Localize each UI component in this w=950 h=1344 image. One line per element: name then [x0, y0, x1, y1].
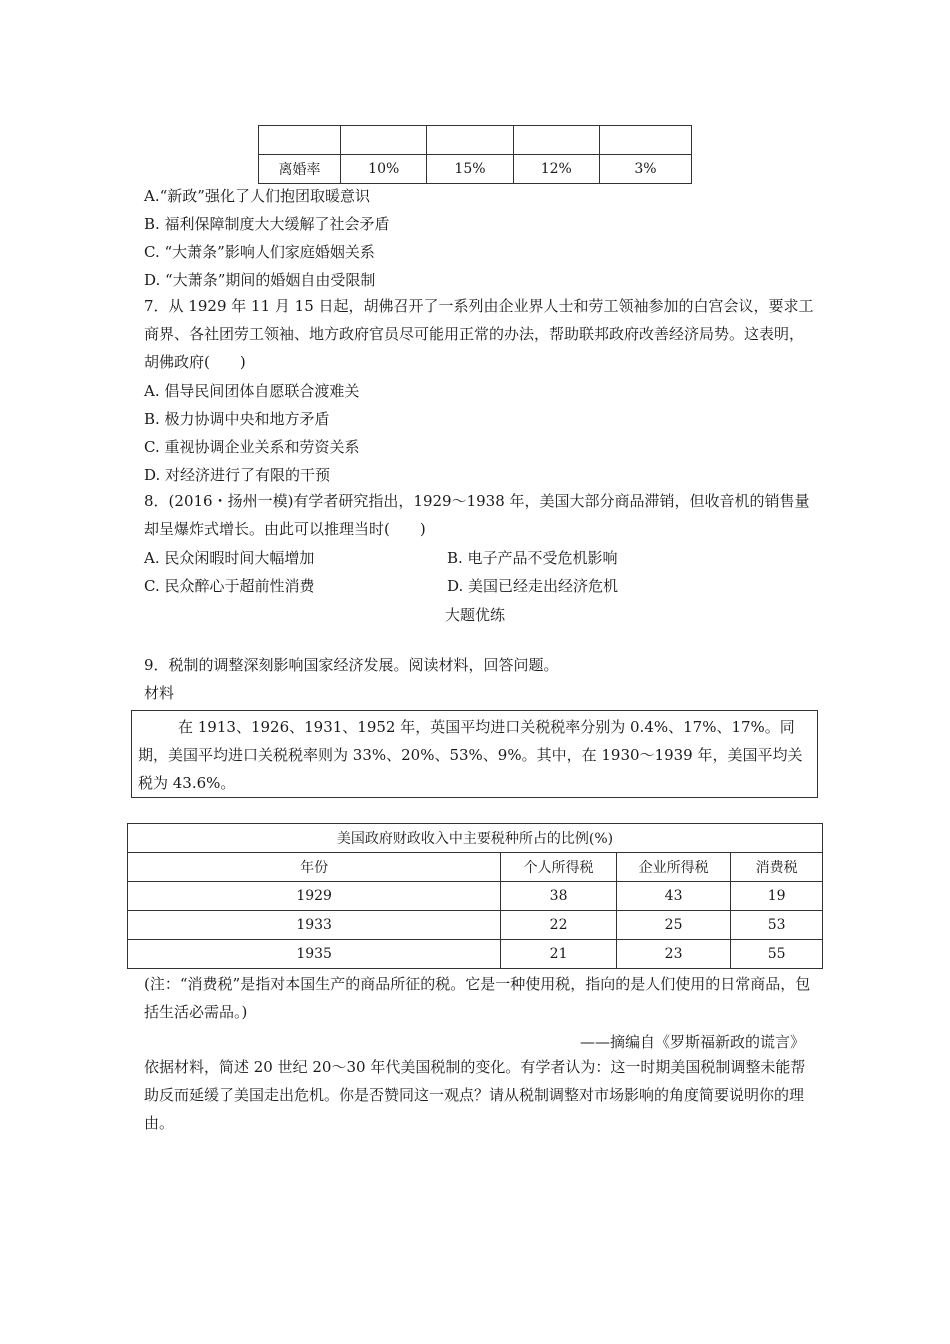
- table-cell: 10%: [341, 155, 427, 184]
- material-text: 在 1913、1926、1931、1952 年，英国平均进口关税税率分别为 0.4%、17%、17%。同期，美国平均进口关税税率则为 33%、20%、53%、9%。其中，在 1930～1939 年，美国平均关税为 43.6%。: [138, 718, 803, 792]
- q6-option-b: B. 福利保障制度大大缓解了社会矛盾: [144, 215, 390, 233]
- q9-question: 依据材料，简述 20 世纪 20～30 年代美国税制的变化。有学者认为：这一时期美国税制调整未能帮助反而延缓了美国走出危机。你是否赞同这一观点？请从税制调整对市场影响的角度简要说明你的理由。: [144, 1058, 806, 1132]
- table-row: [259, 126, 692, 155]
- tax-table: [127, 823, 823, 969]
- table-cell: 38: [501, 882, 617, 911]
- table-cell: [599, 126, 691, 155]
- source-citation: ——摘编自《罗斯福新政的谎言》: [579, 1033, 805, 1051]
- table-cell: 23: [616, 940, 731, 969]
- q9-stem: 9．税制的调整深刻影响国家经济发展。阅读材料，回答问题。: [144, 656, 559, 674]
- table-cell: 19: [731, 882, 823, 911]
- column-header: 消费税: [731, 853, 823, 882]
- material-label: 材料: [144, 684, 175, 702]
- table-cell: 1935: [128, 940, 501, 969]
- q7-option-c: C. 重视协调企业关系和劳资关系: [144, 438, 360, 456]
- table-cell: 1929: [128, 882, 501, 911]
- table-header-row: [128, 853, 823, 882]
- table-cell: 15%: [427, 155, 513, 184]
- q8-option-a: A. 民众闲暇时间大幅增加: [144, 549, 315, 567]
- table-cell: 55: [731, 940, 823, 969]
- table-cell: [513, 126, 599, 155]
- table-cell: 25: [616, 911, 731, 940]
- table-cell: 22: [501, 911, 617, 940]
- q7-option-a: A. 倡导民间团体自愿联合渡难关: [144, 382, 360, 400]
- table-cell: 3%: [599, 155, 691, 184]
- q8-option-b: B. 电子产品不受危机影响: [447, 549, 618, 567]
- section-title: 大题优练: [444, 606, 505, 624]
- table-title-row: [128, 824, 823, 853]
- material-box: [131, 710, 818, 798]
- table-row: [128, 940, 823, 969]
- q7-option-d: D. 对经济进行了有限的干预: [144, 466, 331, 484]
- divorce-rate-table: [258, 125, 692, 184]
- table-row: [128, 911, 823, 940]
- table-cell: 离婚率: [259, 155, 341, 184]
- table-row: [128, 882, 823, 911]
- table-title: 美国政府财政收入中主要税种所占的比例(%): [128, 824, 823, 853]
- column-header: 年份: [128, 853, 501, 882]
- table-cell: 12%: [513, 155, 599, 184]
- q8-option-c: C. 民众醉心于超前性消费: [144, 577, 315, 595]
- q7-stem: 7．从 1929 年 11 月 15 日起，胡佛召开了一系列由企业界人士和劳工领袖参加的白宫会议，要求工商界、各社团劳工领袖、地方政府官员尽可能用正常的办法，帮助联邦政府改善经济局势。这表明，胡佛政府( ): [144, 297, 814, 371]
- q7-option-b: B. 极力协调中央和地方矛盾: [144, 410, 330, 428]
- column-header: 个人所得税: [501, 853, 617, 882]
- column-header: 企业所得税: [616, 853, 731, 882]
- q8-stem: 8．(2016・扬州一模)有学者研究指出，1929～1938 年，美国大部分商品滞销，但收音机的销售量却呈爆炸式增长。由此可以推理当时( ): [144, 492, 810, 538]
- table-cell: 1933: [128, 911, 501, 940]
- table-row: [259, 155, 692, 184]
- table-cell: 21: [501, 940, 617, 969]
- table-cell: [341, 126, 427, 155]
- q6-option-a: A.“新政”强化了人们抱团取暖意识: [144, 187, 370, 205]
- table-cell: [259, 126, 341, 155]
- table-cell: 43: [616, 882, 731, 911]
- q6-option-d: D. “大萧条”期间的婚姻自由受限制: [144, 271, 376, 289]
- table-note: (注：“消费税”是指对本国生产的商品所征的税。它是一种使用税，指向的是人们使用的日常商品，包括生活必需品。): [144, 975, 811, 1021]
- q8-option-d: D. 美国已经走出经济危机: [447, 577, 619, 595]
- table-cell: [427, 126, 513, 155]
- q6-option-c: C. “大萧条”影响人们家庭婚姻关系: [144, 243, 375, 261]
- table-cell: 53: [731, 911, 823, 940]
